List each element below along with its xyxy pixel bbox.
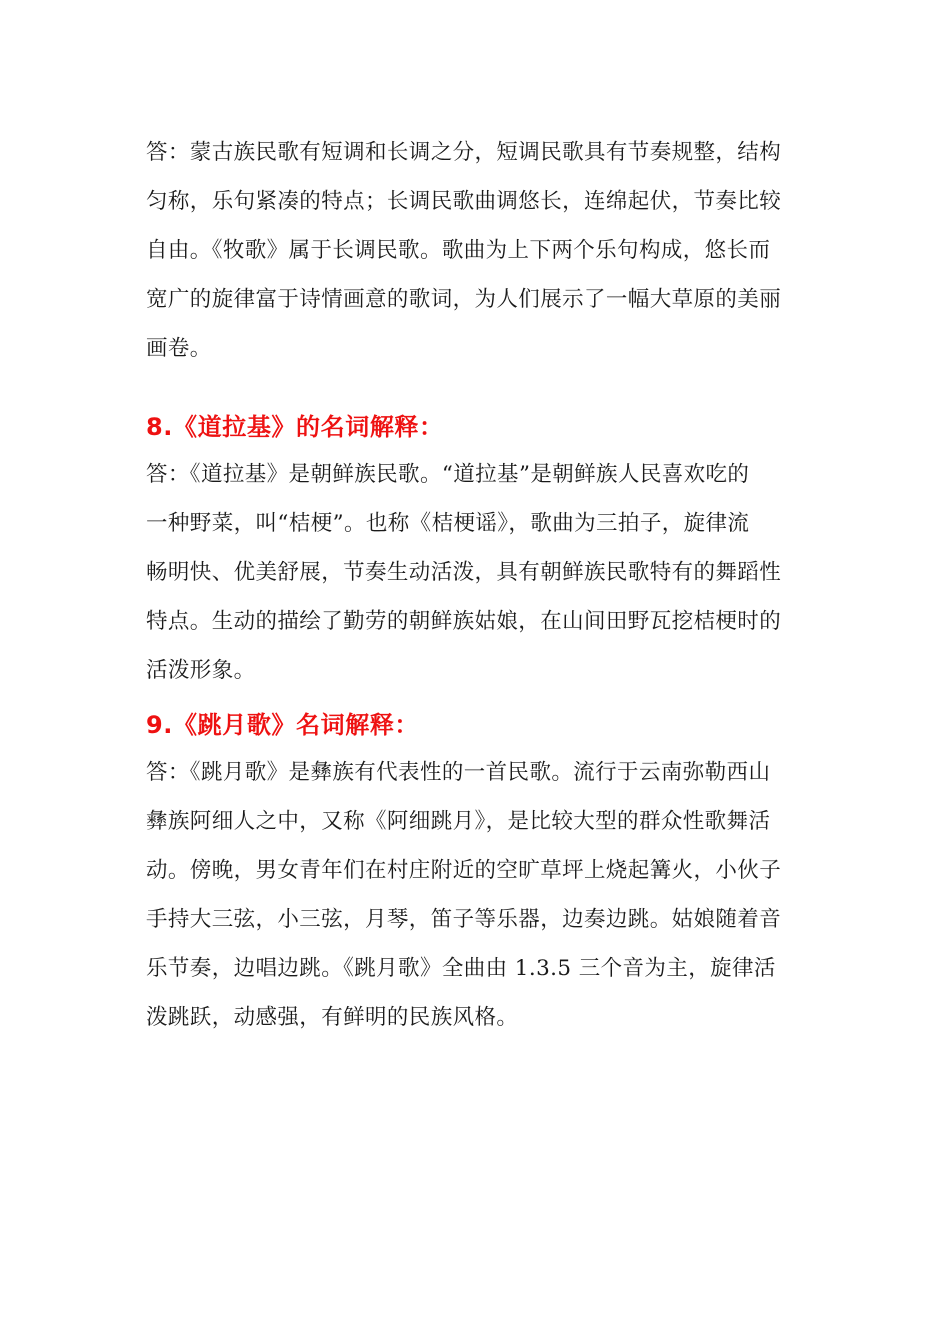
paragraph-line: 活泼形象。 (146, 658, 256, 683)
paragraph-line: 泼跳跃，动感强，有鲜明的民族风格。 (146, 1005, 519, 1030)
paragraph-line: 乐节奏，边唱边跳。《跳月歌》全曲由 1.3.5 三个音为主，旋律活 (146, 956, 776, 981)
paragraph-line: 手持大三弦，小三弦，月琴，笛子等乐器，边奏边跳。姑娘随着音 (146, 907, 782, 932)
paragraph-line: 动。傍晚，男女青年们在村庄附近的空旷草坪上烧起篝火，小伙子 (146, 858, 782, 883)
paragraph-line: 答：《跳月歌》是彝族有代表性的一首民歌。流行于云南弥勒西山 (146, 760, 771, 785)
paragraph-line: 特点。生动的描绘了勤劳的朝鲜族姑娘，在山间田野瓦挖桔梗时的 (146, 609, 782, 634)
paragraph-line: 宽广的旋律富于诗情画意的歌词，为人们展示了一幅大草原的美丽 (146, 287, 782, 312)
paragraph-line: 匀称，乐句紧凑的特点；长调民歌曲调悠长，连绵起伏，节奏比较 (146, 189, 782, 214)
paragraph-line: 答：蒙古族民歌有短调和长调之分，短调民歌具有节奏规整，结构 (146, 140, 782, 165)
paragraph-line: 画卷。 (146, 336, 212, 361)
section-heading: 9.《跳月歌》名词解释： (146, 711, 420, 739)
paragraph-line: 自由。《牧歌》属于长调民歌。歌曲为上下两个乐句构成，悠长而 (146, 238, 771, 263)
paragraph-line: 彝族阿细人之中，又称《阿细跳月》，是比较大型的群众性歌舞活 (146, 809, 771, 834)
paragraph-line: 答：《道拉基》是朝鲜族民歌。“道拉基”是朝鲜族人民喜欢吃的 (146, 462, 750, 487)
section-heading: 8.《道拉基》的名词解释： (146, 413, 444, 441)
paragraph-line: 一种野菜，叫“桔梗”。也称《桔梗谣》，歌曲为三拍子，旋律流 (146, 511, 750, 536)
paragraph-line: 畅明快、优美舒展，节奏生动活泼，具有朝鲜族民歌特有的舞蹈性 (146, 560, 782, 585)
